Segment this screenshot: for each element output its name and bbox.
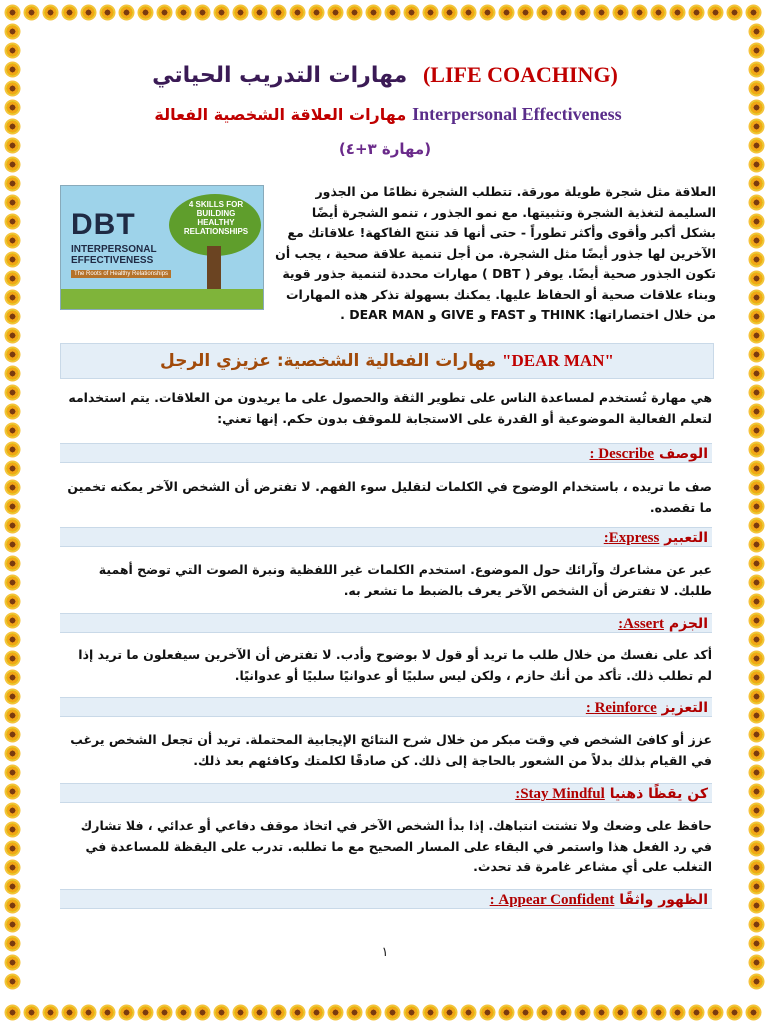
image-tagline: The Roots of Healthy Relationships — [71, 270, 171, 278]
sun-flower-icon — [750, 709, 763, 722]
sun-flower-icon — [101, 1006, 114, 1019]
sun-flower-icon — [6, 329, 19, 342]
sun-flower-icon — [6, 44, 19, 57]
sun-flower-icon — [709, 1006, 722, 1019]
sun-flower-icon — [728, 6, 741, 19]
sun-flower-icon — [750, 937, 763, 950]
reinforce-heading — [60, 697, 712, 717]
sun-flower-icon — [386, 6, 399, 19]
sun-flower-icon — [750, 766, 763, 779]
sun-flower-icon — [6, 804, 19, 817]
title-english: (LIFE COACHING) — [422, 62, 618, 87]
page-number: ١ — [381, 945, 389, 960]
sun-flower-icon — [750, 443, 763, 456]
sun-flower-icon — [500, 6, 513, 19]
sun-flower-icon — [291, 1006, 304, 1019]
stay-mindful-heading-english: Stay Mindful: — [515, 786, 605, 802]
dbt-tree-image — [60, 185, 264, 310]
sun-flower-icon — [750, 253, 763, 266]
sun-flower-icon — [234, 1006, 247, 1019]
sun-flower-icon — [348, 1006, 361, 1019]
sun-flower-icon — [6, 747, 19, 760]
sun-flower-icon — [6, 158, 19, 171]
sun-flower-icon — [576, 1006, 589, 1019]
sun-flower-icon — [291, 6, 304, 19]
sun-flower-icon — [443, 6, 456, 19]
sun-flower-icon — [750, 614, 763, 627]
tree-trunk-shape — [207, 246, 221, 294]
appear-confident-heading-arabic: الظهور واثقًا — [619, 892, 708, 908]
sun-flower-icon — [671, 1006, 684, 1019]
sun-flower-icon — [750, 671, 763, 684]
sun-flower-icon — [750, 177, 763, 190]
sun-flower-icon — [750, 139, 763, 152]
express-heading — [60, 527, 712, 547]
sun-flower-icon — [750, 500, 763, 513]
sun-flower-icon — [253, 1006, 266, 1019]
sun-flower-icon — [481, 1006, 494, 1019]
sun-flower-icon — [557, 6, 570, 19]
sun-flower-icon — [82, 6, 95, 19]
sun-flower-icon — [750, 386, 763, 399]
stay-mindful-heading-arabic: كن يقظًا ذهنيا — [609, 786, 708, 802]
sun-flower-icon — [6, 595, 19, 608]
sun-flower-icon — [538, 1006, 551, 1019]
skill-number: (مهارة ٣+٤) — [338, 140, 432, 158]
title-arabic: مهارات التدريب الحياتي — [152, 63, 408, 88]
intro-paragraph: العلاقة مثل شجرة طويلة مورقة. تتطلب الشجرة نظامًا من الجذور السليمة لتغذية الشجرة وتثبيتها. مع نمو الجذور ، تنمو الشجرة أيضًا بشكل أكبر وأقوى وأكثر تطوراً - حتى أنها قد تنتج الفاكهة! علاقاتك مع الآخرين لها جذور أيضًا مثل الشجرة. من أجل تنمية علاقة صحية ، يجب أن تكون الجذور صحية أيضًا. يوفر ( DBT ) مهارات محددة لتنمية جذور قوية وبناء علاقات صحية أو الحفاظ عليها. يمكنك بسهولة تذكر هذه المهارات من خلال اختصاراتها: THINK و FAST و GIVE و DEAR MAN . — [275, 184, 716, 322]
sun-flower-icon — [519, 1006, 532, 1019]
page-subtitle — [40, 104, 730, 125]
sun-flower-icon — [750, 823, 763, 836]
sun-flower-icon — [750, 82, 763, 95]
sun-flower-icon — [690, 1006, 703, 1019]
sun-flower-icon — [177, 6, 190, 19]
describe-heading-english: Describe : — [589, 446, 655, 462]
sun-flower-icon — [6, 538, 19, 551]
sun-flower-icon — [6, 63, 19, 76]
sun-flower-icon — [120, 1006, 133, 1019]
sun-flower-icon — [63, 1006, 76, 1019]
sun-flower-icon — [750, 462, 763, 475]
sun-flower-icon — [177, 1006, 190, 1019]
sun-flower-icon — [750, 804, 763, 817]
assert-heading — [60, 613, 712, 633]
sun-flower-icon — [750, 291, 763, 304]
sun-flower-icon — [750, 405, 763, 418]
sun-flower-icon — [557, 1006, 570, 1019]
assert-text: أكد على نفسك من خلال طلب ما تريد أو قول لا بوضوح وأدب. لا تفترض أن الآخرين سيفعلون ما تريد إذا لم تطلب ذلك. تأكد من أنك حازم ، ولكن ليس سلبيًا أو عدوانيًا سلبيًا أو عدوانيًا. — [78, 647, 712, 683]
sun-flower-icon — [158, 1006, 171, 1019]
sun-flower-icon — [6, 234, 19, 247]
sun-flower-icon — [215, 6, 228, 19]
sun-flower-icon — [750, 348, 763, 361]
reinforce-heading-english: Reinforce : — [585, 700, 657, 716]
sun-flower-icon — [6, 557, 19, 570]
sun-flower-icon — [6, 6, 19, 19]
sun-flower-icon — [44, 1006, 57, 1019]
sun-flower-icon — [6, 462, 19, 475]
sun-flower-icon — [6, 652, 19, 665]
sun-flower-icon — [25, 1006, 38, 1019]
sun-flower-icon — [595, 6, 608, 19]
sun-flower-icon — [750, 120, 763, 133]
sun-flower-icon — [750, 329, 763, 342]
sun-flower-icon — [652, 1006, 665, 1019]
sun-flower-icon — [234, 6, 247, 19]
express-heading-arabic: التعبير — [664, 530, 708, 546]
sun-flower-icon — [462, 1006, 475, 1019]
sun-flower-icon — [747, 1006, 760, 1019]
sun-flower-icon — [310, 6, 323, 19]
sun-flower-icon — [750, 234, 763, 247]
sun-flower-icon — [6, 861, 19, 874]
sun-flower-icon — [6, 500, 19, 513]
sun-flower-icon — [215, 1006, 228, 1019]
sun-flower-icon — [405, 6, 418, 19]
sun-flower-icon — [633, 1006, 646, 1019]
sun-flower-icon — [25, 6, 38, 19]
sun-flower-icon — [6, 728, 19, 741]
sun-flower-icon — [747, 6, 760, 19]
sun-flower-icon — [481, 6, 494, 19]
sun-flower-icon — [139, 1006, 152, 1019]
sun-flower-icon — [6, 310, 19, 323]
sun-flower-icon — [6, 25, 19, 38]
describe-heading-arabic: الوصف — [658, 446, 708, 462]
appear-confident-heading-english: Appear Confident : — [489, 892, 615, 908]
section-title-arabic: مهارات الفعالية الشخصية: عزيزي الرجل — [160, 351, 497, 371]
image-subtitle: INTERPERSONAL EFFECTIVENESS — [71, 244, 157, 266]
image-badge-text: 4 SKILLS FOR BUILDING HEALTHY RELATIONSHIPS — [183, 200, 249, 236]
stay-mindful-text: حافظ على وضعك ولا تشتت انتباهك. إذا بدأ الشخص الآخر في اتخاذ موقف دفاعي أو عدائي ، فلا تشارك في رد الفعل هذا واستمر في البقاء على المسار الصحيح مع ما تطلبه. تدرب على اليقظة للمساعدة في التغلب على أي مشاعر غامرة قد تحدث. — [80, 818, 712, 874]
sun-flower-icon — [750, 576, 763, 589]
stay-mindful-heading — [60, 783, 712, 803]
image-dbt-text: DBT — [71, 208, 136, 241]
describe-heading — [60, 443, 712, 463]
sun-flower-icon — [750, 975, 763, 988]
sun-flower-icon — [671, 6, 684, 19]
subtitle-english: Interpersonal Effectiveness — [412, 104, 622, 124]
sun-flower-icon — [6, 443, 19, 456]
sun-flower-icon — [367, 1006, 380, 1019]
sun-flower-icon — [6, 139, 19, 152]
sun-flower-icon — [6, 785, 19, 798]
section-title-english: "DEAR MAN" — [502, 351, 614, 370]
sun-flower-icon — [272, 1006, 285, 1019]
subtitle-arabic: مهارات العلاقة الشخصية الفعالة — [154, 105, 407, 124]
sun-flower-icon — [750, 272, 763, 285]
sun-flower-icon — [6, 481, 19, 494]
sun-flower-icon — [750, 481, 763, 494]
sun-flower-icon — [750, 196, 763, 209]
sun-flower-icon — [750, 367, 763, 380]
sun-flower-icon — [6, 823, 19, 836]
sun-flower-icon — [272, 6, 285, 19]
sun-flower-icon — [750, 63, 763, 76]
sun-flower-icon — [196, 6, 209, 19]
assert-heading-english: Assert: — [618, 616, 664, 632]
sun-flower-icon — [6, 614, 19, 627]
sun-flower-icon — [690, 6, 703, 19]
sun-flower-icon — [6, 272, 19, 285]
sun-flower-icon — [424, 6, 437, 19]
sun-flower-icon — [196, 1006, 209, 1019]
sun-flower-icon — [6, 253, 19, 266]
sun-flower-icon — [6, 196, 19, 209]
sun-flower-icon — [386, 1006, 399, 1019]
sun-flower-icon — [82, 1006, 95, 1019]
sun-flower-icon — [750, 633, 763, 646]
page-title — [40, 62, 730, 88]
sun-flower-icon — [6, 842, 19, 855]
sun-flower-icon — [750, 519, 763, 532]
sun-flower-icon — [750, 861, 763, 874]
reinforce-text: عزز أو كافئ الشخص في وقت مبكر من خلال شرح النتائج الإيجابية المحتملة. تريد أن تجعل الشخص يرغب في القيام بذلك بدلاً من الشعور بالحاجة إلى ذلك. كن صادقًا لكلمتك وكافئهم بعد ذلك. — [70, 732, 712, 768]
dear-man-section-heading — [60, 343, 714, 379]
sun-flower-icon — [6, 101, 19, 114]
grass-shape — [61, 289, 263, 309]
sun-flower-icon — [462, 6, 475, 19]
describe-text: صف ما تريده ، باستخدام الوضوح في الكلمات لتقليل سوء الفهم. لا تفترض أن الشخص الآخر يمكنه تخمين ما تقصده. — [67, 479, 712, 515]
sun-flower-icon — [614, 6, 627, 19]
sun-flower-icon — [6, 956, 19, 969]
sun-flower-icon — [750, 899, 763, 912]
sun-flower-icon — [750, 101, 763, 114]
sun-flower-icon — [253, 6, 266, 19]
sun-flower-icon — [709, 6, 722, 19]
sun-flower-icon — [6, 519, 19, 532]
sun-flower-icon — [101, 6, 114, 19]
sun-flower-icon — [750, 785, 763, 798]
sun-flower-icon — [750, 424, 763, 437]
sun-flower-icon — [6, 177, 19, 190]
sun-flower-icon — [750, 44, 763, 57]
sun-flower-icon — [750, 557, 763, 570]
sun-flower-icon — [6, 215, 19, 228]
sun-flower-icon — [120, 6, 133, 19]
sun-flower-icon — [424, 1006, 437, 1019]
sun-flower-icon — [6, 1006, 19, 1019]
sun-flower-icon — [6, 633, 19, 646]
sun-flower-icon — [6, 671, 19, 684]
sun-flower-icon — [6, 690, 19, 703]
assert-heading-arabic: الجزم — [668, 616, 708, 632]
sun-flower-icon — [633, 6, 646, 19]
sun-flower-icon — [6, 386, 19, 399]
sun-flower-icon — [750, 728, 763, 741]
document-page — [40, 40, 730, 986]
sun-flower-icon — [348, 6, 361, 19]
sun-flower-icon — [750, 538, 763, 551]
section-intro-paragraph: هي مهارة تُستخدم لمساعدة الناس على تطوير الثقة والحصول على ما يريدون من العلاقات. يتم استخدامه لتعلم الفعالية الموضوعية أو القدرة على الاستجابة للموقف بدون حكم. إنها تعني: — [68, 390, 712, 426]
sun-flower-icon — [6, 918, 19, 931]
sun-flower-icon — [750, 842, 763, 855]
sun-flower-icon — [367, 6, 380, 19]
sun-flower-icon — [329, 6, 342, 19]
sun-flower-icon — [443, 1006, 456, 1019]
sun-flower-icon — [405, 1006, 418, 1019]
sun-flower-icon — [614, 1006, 627, 1019]
sun-flower-icon — [576, 6, 589, 19]
sun-flower-icon — [6, 975, 19, 988]
sun-flower-icon — [6, 424, 19, 437]
sun-flower-icon — [6, 709, 19, 722]
sun-flower-icon — [500, 1006, 513, 1019]
appear-confident-heading — [60, 889, 712, 909]
sun-flower-icon — [6, 880, 19, 893]
sun-flower-icon — [6, 576, 19, 589]
sun-flower-icon — [6, 82, 19, 95]
sun-flower-icon — [6, 120, 19, 133]
sun-flower-icon — [750, 690, 763, 703]
sun-flower-icon — [750, 956, 763, 969]
sun-flower-icon — [519, 6, 532, 19]
sun-flower-icon — [750, 880, 763, 893]
sun-flower-icon — [750, 595, 763, 608]
sun-flower-icon — [750, 652, 763, 665]
sun-flower-icon — [329, 1006, 342, 1019]
sun-flower-icon — [158, 6, 171, 19]
sun-flower-icon — [750, 158, 763, 171]
sun-flower-icon — [6, 348, 19, 361]
sun-flower-icon — [6, 291, 19, 304]
sun-flower-icon — [6, 899, 19, 912]
express-heading-english: Express: — [603, 530, 660, 546]
sun-flower-icon — [6, 937, 19, 950]
reinforce-heading-arabic: التعزيز — [661, 700, 708, 716]
sun-flower-icon — [6, 405, 19, 418]
sun-flower-icon — [6, 766, 19, 779]
sun-flower-icon — [750, 215, 763, 228]
express-text: عبر عن مشاعرك وآرائك حول الموضوع. استخدم الكلمات غير اللفظية ونبرة الصوت التي توضح أهمية طلبك. لا تفترض أن الشخص الآخر يعرف بالضبط ما تشعر به. — [98, 562, 712, 598]
sun-flower-icon — [310, 1006, 323, 1019]
sun-flower-icon — [750, 25, 763, 38]
sun-flower-icon — [750, 747, 763, 760]
sun-flower-icon — [6, 367, 19, 380]
sun-flower-icon — [652, 6, 665, 19]
sun-flower-icon — [750, 310, 763, 323]
sun-flower-icon — [750, 918, 763, 931]
sun-flower-icon — [728, 1006, 741, 1019]
sun-flower-icon — [44, 6, 57, 19]
sun-flower-icon — [63, 6, 76, 19]
sun-flower-icon — [139, 6, 152, 19]
sun-flower-icon — [595, 1006, 608, 1019]
sun-flower-icon — [538, 6, 551, 19]
